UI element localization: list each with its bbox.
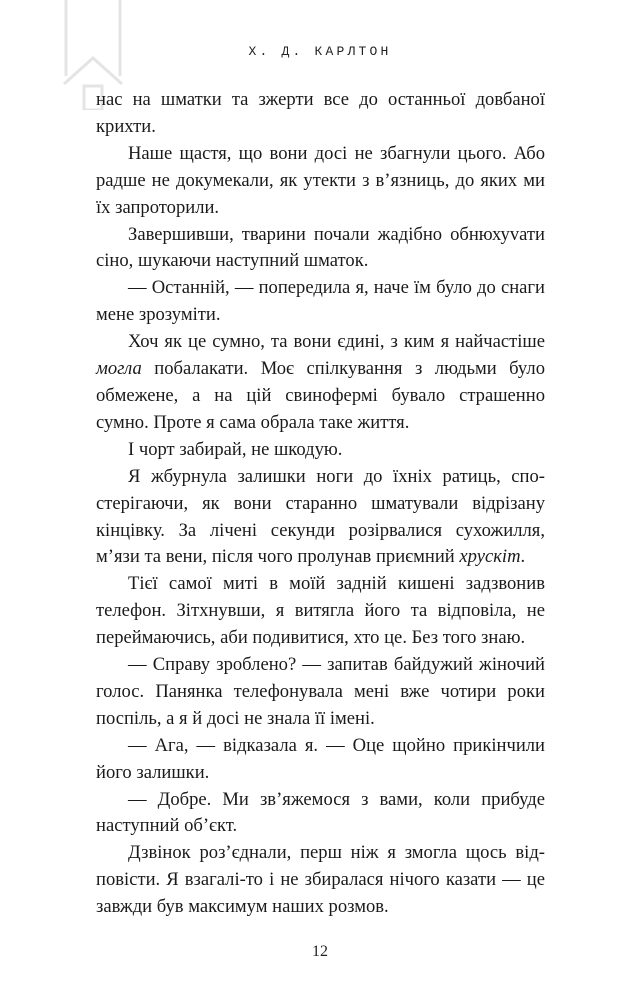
paragraph [96,787,545,841]
text-run: — Ага, — відказала я. — Оце щойно прикінчили його залишки. [96,734,545,783]
text-run: Я жбурнула залишки ноги до їхніх ратиць, спостерігаючи, як вони старанно шматували відрізану кінцівку. За лічені секунди розірвалися сухожилля, м’язи та вени, після чого пролунав приємний [96,465,545,568]
text-run: Завершивши, тварини почали жадібно обнюхуvати сіно, шукаючи наступний шматок. [96,223,545,272]
paragraph [96,87,545,141]
italic-text: могла [96,358,142,380]
text-run: — Добре. Ми зв’яжемося з вами, коли прибуде наступний об’єкт. [96,788,545,837]
paragraph [96,840,545,921]
text-run: . [520,546,526,568]
paragraph [96,275,545,329]
text-run: Хоч як це сумно, та вони єдині, з ким я найчастіше [128,331,545,353]
body-text [96,87,545,921]
paragraph [96,652,545,733]
text-run: — Справу зроблено? — запитав байдужий жіночий голос. Панянка телефонувала мені вже чотири роки поспіль, а я й досі не знала її імені. [96,654,545,729]
paragraph [96,733,545,787]
text-run: — Останній, — попередила я, наче їм було до снаги мене зрозуміти. [96,277,545,326]
paragraph [96,437,545,464]
text-run: Наше щастя, що вони досі не збагнули цього. Або радше не докумекали, як утекти з в’язниць, до яких ми їх запроторили. [96,142,545,218]
italic-text: хрускіт [459,546,521,568]
paragraph [96,464,545,572]
text-run: І чорт забирай, не шкодую. [128,438,343,460]
paragraph [96,222,545,276]
text-run: побалакати. Моє спілкування з людьми було обмежене, а на цій свинофермі бувало страшенно сумно. Проте я сама обрала таке життя. [96,358,545,433]
paragraph [96,571,545,652]
page-number: 12 [312,943,328,960]
paragraph [96,141,545,222]
text-run: нас на шматки та зжерти все до останньої довбаної крихти. [96,89,545,137]
text-run: Дзвінок роз’єднали, перш ніж я змогла щось відповісти. Я взагалі-то і не збиралася нічого казати — це завжди був максимум наших розмов. [96,842,545,918]
paragraph [96,329,545,437]
text-run: Тієї самої миті в моїй задній кишені задзвонив телефон. Зітхнувши, я витягла його та відповіла, не переймаючись, аби подивитися, хто це. Без того знаю. [96,573,545,649]
running-head: Х. Д. КАРЛТОН [248,44,392,59]
